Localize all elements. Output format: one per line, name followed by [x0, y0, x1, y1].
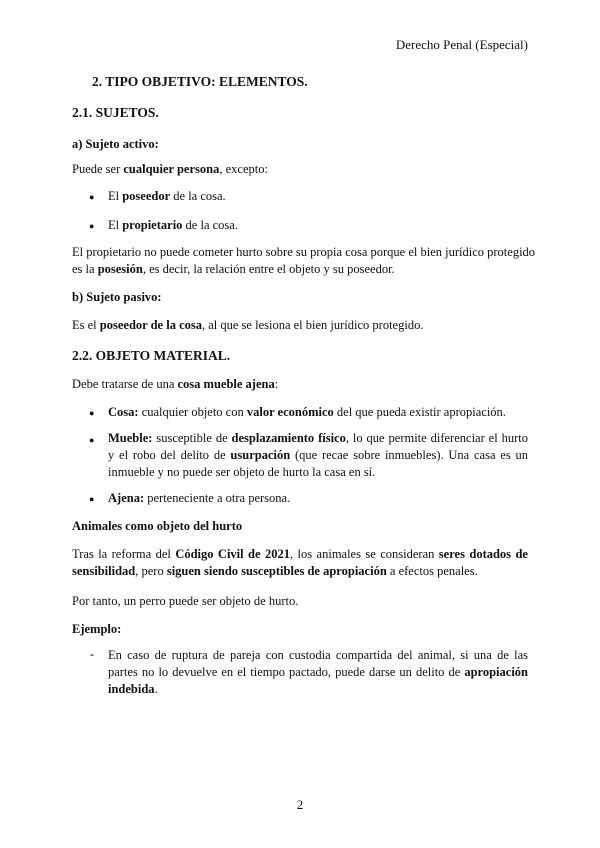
list-item-ejemplo: En caso de ruptura de pareja con custodia compartida del animal, si una de las partes no lo devuelve en el tiempo pactado, puede darse un delito de apropiación indebida. — [108, 648, 528, 696]
heading-sujeto-pasivo: b) Sujeto pasivo: — [72, 290, 162, 304]
list-item-mueble: Mueble: susceptible de desplazamiento físico, lo que permite diferenciar el hurto y el robo del delito de usurpación (que recae sobre inmuebles). Una casa es un inmueble y no puede ser objeto de hurto la casa en sí. — [108, 431, 528, 479]
running-header: Derecho Penal (Especial) — [395, 37, 528, 52]
paragraph-animales: Tras la reforma del Código Civil de 2021, los animales se consideran seres dotados de sensibilidad, pero siguen siendo susceptibles de apropiación a efectos penales. — [72, 547, 528, 578]
paragraph-sujeto-activo: Puede ser cualquier persona, excepto: — [72, 162, 268, 176]
list-item-propietario: El propietario de la cosa. — [108, 218, 238, 232]
paragraph-sujeto-pasivo: Es el poseedor de la cosa, al que se lesiona el bien jurídico protegido. — [72, 318, 424, 332]
bullet-icon: ● — [89, 494, 95, 504]
paragraph-perro: Por tanto, un perro puede ser objeto de hurto. — [72, 594, 299, 608]
heading-sujeto-activo: a) Sujeto activo: — [72, 137, 159, 151]
heading-animales: Animales como objeto del hurto — [72, 519, 243, 533]
page-number: 2 — [296, 797, 304, 812]
bullet-icon: ● — [89, 192, 95, 202]
section-heading-tipo-objetivo: 2. TIPO OBJETIVO: ELEMENTOS. — [92, 74, 308, 89]
heading-ejemplo: Ejemplo: — [72, 622, 122, 636]
list-item-poseedor: El poseedor de la cosa. — [108, 189, 226, 203]
bullet-icon: ● — [89, 435, 95, 445]
heading-sujetos: 2.1. SUJETOS. — [72, 105, 159, 120]
bullet-icon: ● — [89, 408, 95, 418]
paragraph-propietario-line1: El propietario no puede cometer hurto sobre su propia cosa porque el bien jurídico protegido — [72, 245, 536, 259]
heading-objeto-material: 2.2. OBJETO MATERIAL. — [72, 348, 231, 363]
paragraph-propietario-line2: es la posesión, es decir, la relación entre el objeto y su poseedor. — [72, 262, 395, 276]
list-item-cosa: Cosa: cualquier objeto con valor económico del que pueda existir apropiación. — [108, 405, 506, 419]
bullet-icon: ● — [89, 221, 95, 231]
paragraph-objeto-material: Debe tratarse de una cosa mueble ajena: — [72, 377, 279, 391]
dash-marker: - — [90, 647, 95, 661]
list-item-ajena: Ajena: perteneciente a otra persona. — [108, 491, 291, 505]
